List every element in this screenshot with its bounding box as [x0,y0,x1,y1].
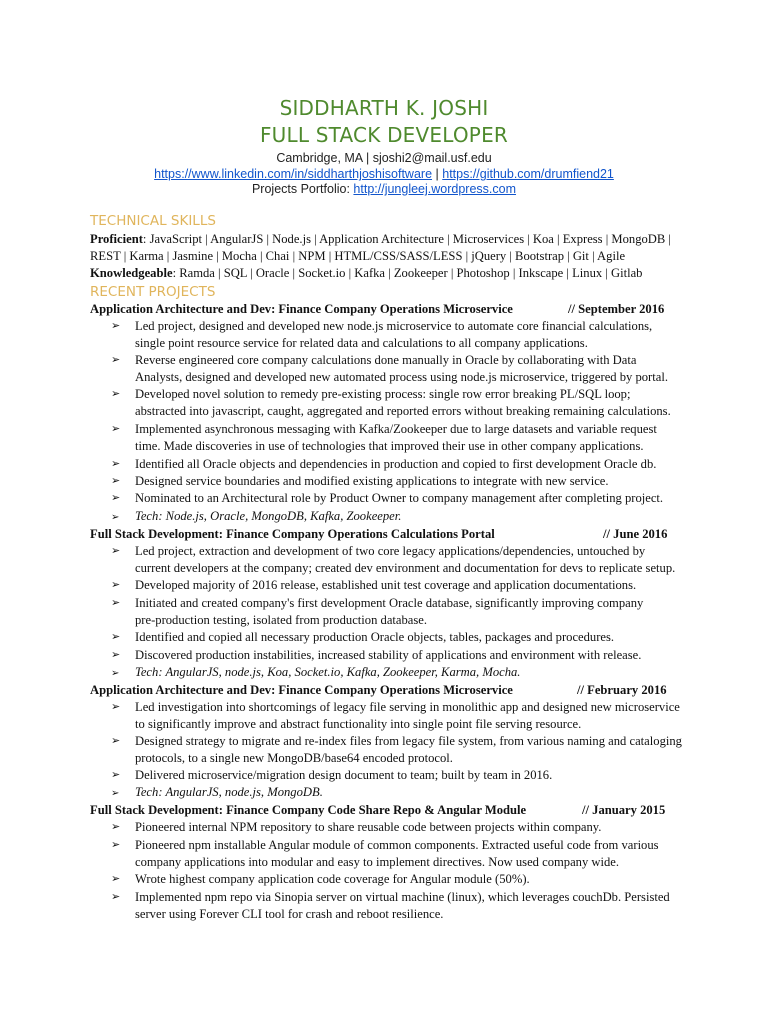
arrow-bullet-icon: ➢ [111,649,121,661]
separator: | [435,167,439,181]
arrow-bullet-icon: ➢ [111,735,121,747]
arrowhead-icon: ➢ [111,668,120,679]
arrow-bullet-icon: ➢ [111,821,121,833]
technical-skills-heading: TECHNICAL SKILLS [90,213,216,229]
arrow-bullet-icon: ➢ [111,545,121,557]
project-date: // September 2016 [568,302,665,316]
arrow-bullet-icon: ➢ [111,873,121,885]
separator: | [365,151,370,165]
knowledgeable-label: Knowledgeable [90,266,173,280]
arrow-bullet-icon: ➢ [111,701,121,713]
proficient-skills-line-2: REST | Karma | Jasmine | Mocha | Chai | NPM | HTML/CSS/SASS/LESS | jQuery | Bootstrap | Git | Agile [90,249,626,263]
project-title: Full Stack Development: Finance Company Operations Calculations Portal [90,527,495,541]
portfolio-label: Projects Portfolio: [251,182,350,196]
resume-job-title: FULL STACK DEVELOPER [259,123,509,147]
location: Cambridge, MA [276,151,363,165]
project-header [90,526,668,543]
arrow-bullet-icon: ➢ [111,631,121,643]
project-title: Application Architecture and Dev: Finance Company Operations Microservice [90,683,513,697]
project-header [90,802,668,819]
arrow-bullet-icon: ➢ [111,320,121,332]
portfolio-line [0,181,768,197]
github-link[interactable]: https://github.com/drumfiend21 [442,167,614,181]
knowledgeable-skills: : Ramda | SQL | Oracle | Socket.io | Kafka | Zookeeper | Photoshop | Inkscape | Linux | Gitlab [172,266,643,280]
knowledgeable-skills-line [90,265,642,282]
project-title: Full Stack Development: Finance Company Code Share Repo & Angular Module [90,803,527,817]
project-date: // June 2016 [603,527,668,541]
resume-name: SIDDHARTH K. JOSHI [279,96,489,120]
resume-page: SIDDHARTH K. JOSHI FULL STACK DEVELOPER Cambridge, MA | sjoshi2@mail.usf.edu https://www.linkedin.com/in/siddharthjoshisoftware | https://github.com/drumfiend21 Projects Portfolio: http://jungleej.wordpress.com TECHNICAL SKILLS Proficient: JavaScript | AngularJS | Node.js | Application Architecture | Microservices | Koa | Express | MongoDB | REST | Karma | Jasmine | Mocha | Chai | NPM | HTML/CSS/SASS/LESS | jQuery | Bootstrap | Git | Agile Knowledgeable: Ramda | SQL | Oracle | Socket.io | Kafka | Zookeeper | Photoshop | Inkscape | Linux | Gitlab RECENT PROJECTS Application Architecture and Dev: Finance Company Operations Microservice // September 2016 ➢ Led project, designed and developed new node.js microservice to automate core financial calculations, single point resource service for related data and calculations to all company applications. ➢ Reverse engineered core company calculations done manually in Oracle by collaborating with Data Analysts, designed and developed new automated process using node.js microservice, triggered by portal. ➢ Developed novel solution to remedy pre-existing process: single row error breaking PL/SQL loop; abstracted into javascript, caught, aggregated and reported errors without breaking remaining calculations. ➢ Implemented asynchronous messaging with Kafka/Zookeeper due to large datasets and variable request time. Made discoveries in use of technologies that improved their use in other company applications. ➢ Identified all Oracle objects and dependencies in production and copied to first development Oracle db. ➢ Designed service boundaries and modified existing applications to integrate with new service. ➢ Nominated to an Architectural role by Product Owner to company management after completing project. ➢ Tech: Node.js, Oracle, MongoDB, Kafka, Zookeeper. Full Stack Development: Finance Company Operations Calculations Portal // June 2016 ➢ Led project, extraction and development of two core legacy applications/dependencies, untouched by current developers at the company; created dev environment and documentation for devs to replicate setup. ➢ Developed majority of 2016 release, established unit test coverage and application documentations. ➢ Initiated and created company's first development Oracle database, significantly improving company pre-production testing, isolated from production database. ➢ Identified and copied all necessary production Oracle objects, tables, packages and procedures. ➢ Discovered production instabilities, increased stability of applications and environment with release. ➢ Tech: AngularJS, node.js, Koa, Socket.io, Kafka, Zookeeper, Karma, Mocha. Application Architecture and Dev: Finance Company Operations Microservice // February 2016 ➢ Led investigation into shortcomings of legacy file serving in monolithic app and designed new microservice to significantly improve and abstract functionality into single point file serving resource. ➢ Designed strategy to migrate and re-index files from legacy file system, from various naming and cataloging protocols, to a single new MongoDB/base64 encoded protocol. ➢ Delivered microservice/migration design document to team; built by team in 2016. ➢ Tech: AngularJS, node.js, MongoDB. Full Stack Development: Finance Company Code Share Repo & Angular Module // January 2015 ➢ Pioneered internal NPM repository to share reusable code between projects within company. ➢ Pioneered npm installable Angular module of common components. Extracted useful code from various company applications into modular and easy to implement directives. Now used company wide. ➢ Wrote highest company application code coverage for Angular module (50%). ➢ Implemented npm repo via Sinopia server on virtual machine (linux), which leverages couchDb. Persisted server using Forever CLI tool for crash and reboot resilience. [0,0,768,1024]
proficient-skills: : JavaScript | AngularJS | Node.js | Application Architecture | Microservices | Koa | Express | MongoDB | [142,232,671,246]
project-header [90,682,668,699]
arrow-bullet-icon: ➢ [111,423,121,435]
arrow-bullet-icon: ➢ [111,388,121,400]
arrow-bullet-icon: ➢ [111,891,121,903]
project-title: Application Architecture and Dev: Finance Company Operations Microservice [90,302,513,316]
project-date: // January 2015 [582,803,666,817]
arrow-bullet-icon: ➢ [111,597,121,609]
contact-line [0,150,768,166]
arrow-bullet-icon: ➢ [111,458,121,470]
arrowhead-icon: ➢ [111,512,120,523]
arrow-bullet-icon: ➢ [111,579,121,591]
linkedin-link[interactable]: https://www.linkedin.com/in/siddharthjoshisoftware [154,167,433,181]
project-date: // February 2016 [577,683,667,697]
arrow-bullet-icon: ➢ [111,475,121,487]
recent-projects-heading: RECENT PROJECTS [90,284,216,300]
arrowhead-icon: ➢ [111,788,120,799]
proficient-skills-line-1 [90,231,671,248]
project-header [90,301,668,318]
email: sjoshi2@mail.usf.edu [372,151,492,165]
portfolio-link[interactable]: http://jungleej.wordpress.com [353,182,517,196]
profile-links-line [0,166,768,182]
arrow-bullet-icon: ➢ [111,839,121,851]
arrow-bullet-icon: ➢ [111,354,121,366]
arrow-bullet-icon: ➢ [111,492,121,504]
arrow-bullet-icon: ➢ [111,769,121,781]
proficient-label: Proficient [90,232,143,246]
